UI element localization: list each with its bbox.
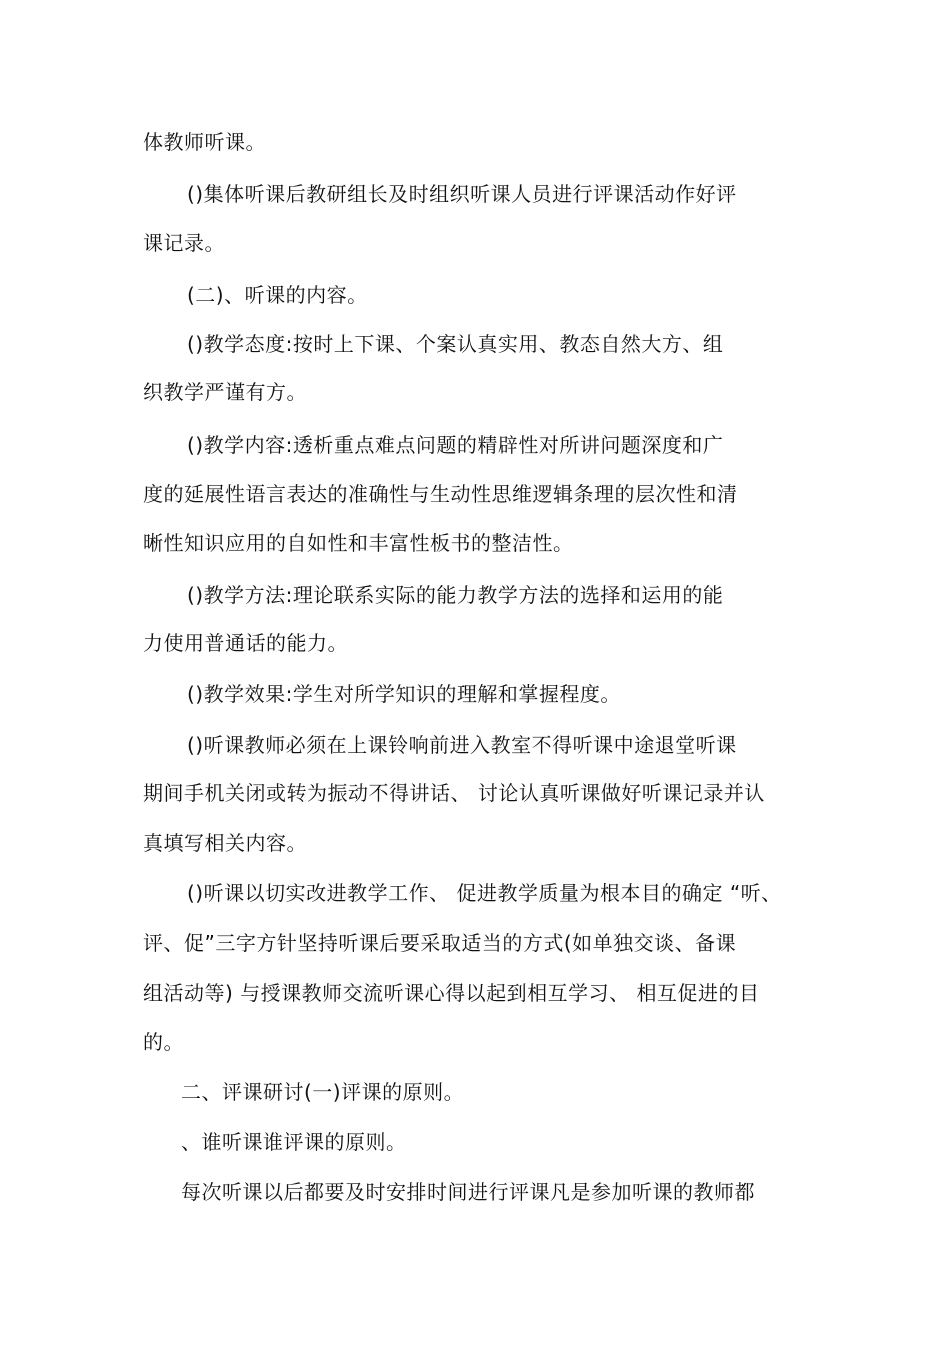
text-line: 真填写相关内容。 (143, 831, 307, 855)
section-heading: (二)、听课的内容。 (187, 283, 368, 307)
text-line: 力使用普通话的能力。 (143, 631, 348, 655)
text-line: 度的延展性语言表达的准确性与生动性思维逻辑条理的层次性和清 (143, 482, 738, 506)
text-line: 织教学严谨有方。 (143, 380, 307, 404)
text-line: 课记录。 (143, 231, 225, 255)
text-line: ()听课以切实改进教学工作、 促进教学质量为根本目的确定 “听、 (187, 881, 782, 905)
text-line: 、谁听课谁评课的原则。 (181, 1130, 407, 1154)
text-line: ()教学效果:学生对所学知识的理解和掌握程度。 (187, 682, 621, 706)
text-line: ()教学态度:按时上下课、个案认真实用、教态自然大方、组 (187, 332, 724, 356)
text-line: 组活动等) 与授课教师交流听课心得以起到相互学习、 相互促进的目 (143, 981, 760, 1005)
text-line: ()集体听课后教研组长及时组织听课人员进行评课活动作好评 (187, 182, 737, 206)
section-heading: 二、评课研讨(一)评课的原则。 (181, 1080, 465, 1104)
text-line: 体教师听课。 (143, 130, 266, 154)
text-line: 晰性知识应用的自如性和丰富性板书的整洁性。 (143, 531, 574, 555)
text-line: 的。 (143, 1030, 184, 1054)
text-line: ()教学内容:透析重点难点问题的精辟性对所讲问题深度和广 (187, 433, 724, 457)
text-line: 期间手机关闭或转为振动不得讲话、 讨论认真听课做好听课记录并认 (143, 781, 765, 805)
text-line: 评、促”三字方针坚持听课后要采取适当的方式(如单独交谈、备课 (143, 931, 737, 955)
text-line: 每次听课以后都要及时安排时间进行评课凡是参加听课的教师都 (181, 1180, 755, 1204)
text-line: ()听课教师必须在上课铃响前进入教室不得听课中途退堂听课 (187, 733, 737, 757)
text-line: ()教学方法:理论联系实际的能力教学方法的选择和运用的能 (187, 583, 724, 607)
